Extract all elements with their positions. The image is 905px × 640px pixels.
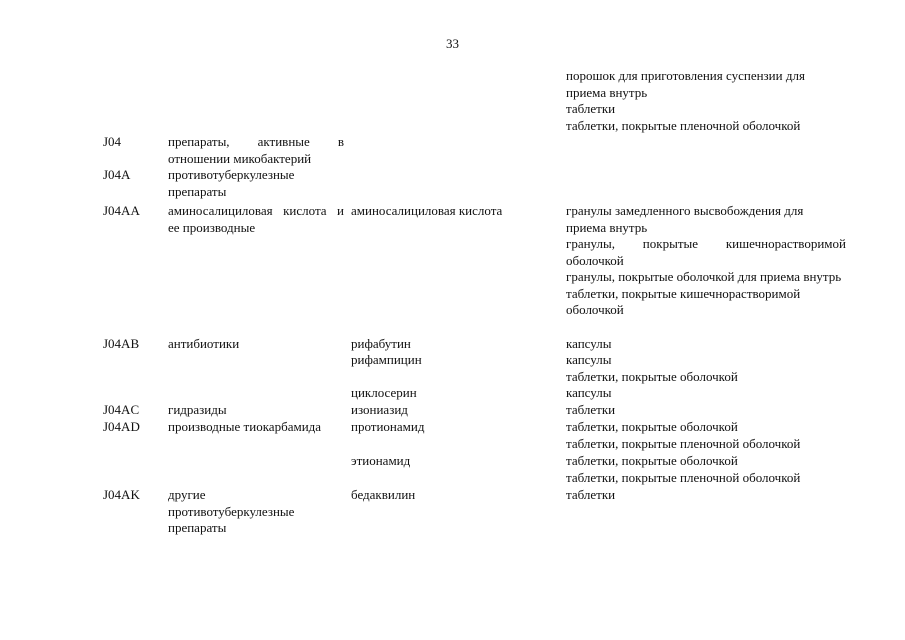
atc-code: J04AK <box>103 487 140 502</box>
dosage-forms-cell <box>566 419 846 452</box>
dosage-form: гранулы замедленного высвобождения для приема внутрь <box>566 203 804 235</box>
dosage-form: таблетки, покрытые оболочкой <box>566 419 738 434</box>
drug-name: рифампицин <box>351 352 422 367</box>
atc-group: антибиотики <box>168 336 240 351</box>
atc-group: препараты, активные в отношении микобактерий <box>168 134 344 166</box>
drug-name: протионамид <box>351 419 425 434</box>
dosage-form: таблетки, покрытые кишечнорастворимой оболочкой <box>566 285 801 317</box>
dosage-form: гранулы, покрытые оболочкой для приема внутрь <box>566 269 842 284</box>
dosage-forms-cell <box>566 68 846 134</box>
dosage-form: гранулы, покрытые кишечнорастворимой оболочкой <box>566 236 846 268</box>
dosage-form: таблетки, покрытые пленочной оболочкой <box>566 435 801 451</box>
atc-code: J04AC <box>103 402 140 417</box>
atc-group-line: противотуберкулезные <box>168 503 295 519</box>
atc-group: производные тиокарбамида <box>168 419 322 434</box>
dosage-forms-cell <box>566 203 846 319</box>
atc-code: J04AB <box>103 336 140 351</box>
dosage-form: таблетки, покрытые пленочной оболочкой <box>566 117 801 133</box>
drug-name: аминосалициловая кислота <box>351 203 503 218</box>
dosage-form: таблетки, покрытые оболочкой <box>566 368 738 384</box>
atc-group-line: другие <box>168 487 206 502</box>
dosage-form-line: порошок для приготовления суспензии для <box>566 68 805 83</box>
atc-group: аминосалициловая кислота и ее производные <box>168 203 344 235</box>
dosage-form: таблетки <box>566 101 616 116</box>
drug-name: бедаквилин <box>351 487 416 502</box>
drug-name: циклосерин <box>351 385 417 400</box>
page-number: 33 <box>446 36 459 51</box>
atc-code: J04AD <box>103 419 140 434</box>
dosage-form: таблетки <box>566 487 616 502</box>
atc-code: J04 <box>103 134 122 149</box>
atc-group <box>168 487 344 537</box>
dosage-form: таблетки, покрытые оболочкой <box>566 453 738 468</box>
dosage-forms-cell <box>566 453 846 486</box>
dosage-form: капсулы <box>566 385 612 400</box>
atc-group: противотуберкулезные препараты <box>168 167 295 199</box>
atc-code: J04A <box>103 167 131 182</box>
atc-group: гидразиды <box>168 402 227 417</box>
dosage-form: капсулы <box>566 336 612 351</box>
dosage-forms-cell <box>566 352 846 385</box>
dosage-form-line: приема внутрь <box>566 84 648 100</box>
drug-name: этионамид <box>351 453 411 468</box>
drug-name: изониазид <box>351 402 408 417</box>
dosage-form: капсулы <box>566 352 612 367</box>
dosage-form: таблетки, покрытые пленочной оболочкой <box>566 469 801 485</box>
atc-code: J04AA <box>103 203 140 218</box>
dosage-form: таблетки <box>566 402 616 417</box>
atc-group-line: препараты <box>168 520 227 535</box>
drug-name: рифабутин <box>351 336 411 351</box>
